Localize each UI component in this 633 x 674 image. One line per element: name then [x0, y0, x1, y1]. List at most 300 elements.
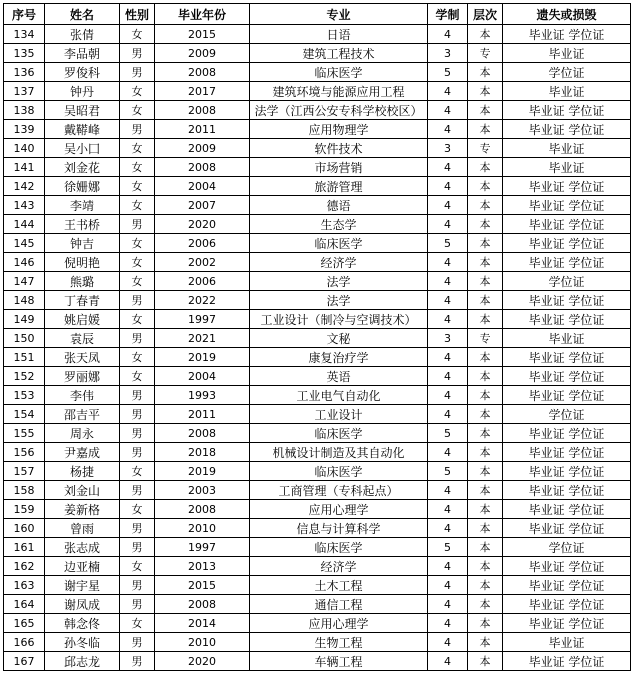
level-cell: 本	[468, 63, 503, 82]
lost-or-damaged-cell: 毕业证 学位证	[503, 386, 631, 405]
major-cell: 临床医学	[250, 462, 428, 481]
graduation-year-cell: 2018	[155, 443, 250, 462]
major-cell: 临床医学	[250, 234, 428, 253]
major-cell: 信息与计算科学	[250, 519, 428, 538]
table-row	[4, 557, 631, 576]
table-row	[4, 652, 631, 671]
level-cell: 本	[468, 25, 503, 44]
serial-number-cell: 136	[4, 63, 45, 82]
gender-cell: 男	[120, 652, 155, 671]
gender-cell: 女	[120, 158, 155, 177]
graduation-year-cell: 2021	[155, 329, 250, 348]
graduation-year-cell: 2022	[155, 291, 250, 310]
level-cell: 本	[468, 576, 503, 595]
major-cell: 临床医学	[250, 424, 428, 443]
program-length-cell: 4	[428, 120, 468, 139]
serial-number-cell: 150	[4, 329, 45, 348]
gender-cell: 女	[120, 462, 155, 481]
major-cell: 工业设计	[250, 405, 428, 424]
lost-or-damaged-cell: 毕业证 学位证	[503, 101, 631, 120]
level-cell: 本	[468, 215, 503, 234]
graduation-year-cell: 2010	[155, 633, 250, 652]
serial-number-cell: 152	[4, 367, 45, 386]
program-length-cell: 4	[428, 367, 468, 386]
major-cell: 工商管理（专科起点）	[250, 481, 428, 500]
table-row	[4, 481, 631, 500]
table-row	[4, 44, 631, 63]
level-cell: 本	[468, 291, 503, 310]
program-length-cell: 4	[428, 652, 468, 671]
program-length-cell: 4	[428, 158, 468, 177]
graduation-year-cell: 2019	[155, 348, 250, 367]
name-cell: 罗俊科	[45, 63, 120, 82]
major-cell: 通信工程	[250, 595, 428, 614]
gender-cell: 女	[120, 25, 155, 44]
major-cell: 临床医学	[250, 538, 428, 557]
lost-or-damaged-cell: 毕业证	[503, 158, 631, 177]
graduation-year-cell: 1997	[155, 538, 250, 557]
lost-or-damaged-cell: 毕业证 学位证	[503, 595, 631, 614]
name-cell: 张志成	[45, 538, 120, 557]
level-cell: 本	[468, 234, 503, 253]
program-length-cell: 4	[428, 25, 468, 44]
lost-certificates-table	[3, 3, 631, 671]
name-cell: 姚启媛	[45, 310, 120, 329]
serial-number-cell: 135	[4, 44, 45, 63]
serial-number-cell: 146	[4, 253, 45, 272]
lost-or-damaged-cell: 毕业证 学位证	[503, 120, 631, 139]
name-cell: 吴昭君	[45, 101, 120, 120]
major-cell: 英语	[250, 367, 428, 386]
table-row	[4, 595, 631, 614]
gender-cell: 女	[120, 177, 155, 196]
major-cell: 康复治疗学	[250, 348, 428, 367]
gender-cell: 女	[120, 310, 155, 329]
graduation-year-cell: 1993	[155, 386, 250, 405]
gender-cell: 男	[120, 481, 155, 500]
program-length-cell: 4	[428, 595, 468, 614]
lost-or-damaged-cell: 毕业证 学位证	[503, 519, 631, 538]
program-length-cell: 4	[428, 614, 468, 633]
lost-or-damaged-cell: 毕业证 学位证	[503, 614, 631, 633]
major-cell: 工业设计（制冷与空调技术）	[250, 310, 428, 329]
name-cell: 孙冬临	[45, 633, 120, 652]
lost-or-damaged-cell: 毕业证 学位证	[503, 557, 631, 576]
graduation-year-cell: 2015	[155, 25, 250, 44]
lost-or-damaged-cell: 毕业证 学位证	[503, 215, 631, 234]
name-cell: 丁春青	[45, 291, 120, 310]
table-row	[4, 500, 631, 519]
lost-or-damaged-cell: 学位证	[503, 405, 631, 424]
level-cell: 本	[468, 120, 503, 139]
lost-or-damaged-cell: 毕业证 学位证	[503, 234, 631, 253]
lost-or-damaged-cell: 毕业证 学位证	[503, 25, 631, 44]
program-length-cell: 4	[428, 272, 468, 291]
gender-cell: 男	[120, 595, 155, 614]
level-cell: 本	[468, 557, 503, 576]
program-length-cell: 4	[428, 196, 468, 215]
graduation-year-cell: 2014	[155, 614, 250, 633]
serial-number-cell: 159	[4, 500, 45, 519]
serial-number-cell: 163	[4, 576, 45, 595]
table-body	[4, 25, 631, 671]
serial-number-cell: 144	[4, 215, 45, 234]
program-length-cell: 4	[428, 82, 468, 101]
gender-cell: 女	[120, 614, 155, 633]
program-length-cell: 4	[428, 500, 468, 519]
table-row	[4, 462, 631, 481]
name-cell: 袁辰	[45, 329, 120, 348]
serial-number-cell: 158	[4, 481, 45, 500]
graduation-year-cell: 2017	[155, 82, 250, 101]
major-cell: 生物工程	[250, 633, 428, 652]
lost-or-damaged-cell: 毕业证	[503, 82, 631, 101]
level-cell: 本	[468, 101, 503, 120]
name-cell: 吴小囗	[45, 139, 120, 158]
graduation-year-cell: 2009	[155, 44, 250, 63]
level-cell: 本	[468, 367, 503, 386]
name-cell: 谢宇星	[45, 576, 120, 595]
level-cell: 本	[468, 82, 503, 101]
level-cell: 本	[468, 196, 503, 215]
graduation-year-cell: 2010	[155, 519, 250, 538]
major-cell: 日语	[250, 25, 428, 44]
lost-or-damaged-cell: 学位证	[503, 272, 631, 291]
serial-number-cell: 157	[4, 462, 45, 481]
program-length-cell: 5	[428, 234, 468, 253]
graduation-year-cell: 2008	[155, 101, 250, 120]
program-length-cell: 4	[428, 443, 468, 462]
graduation-year-cell: 2019	[155, 462, 250, 481]
gender-cell: 女	[120, 557, 155, 576]
major-cell: 车辆工程	[250, 652, 428, 671]
table-row	[4, 139, 631, 158]
gender-cell: 男	[120, 63, 155, 82]
name-cell: 周永	[45, 424, 120, 443]
header-major: 专业	[250, 4, 428, 25]
program-length-cell: 4	[428, 386, 468, 405]
gender-cell: 女	[120, 367, 155, 386]
gender-cell: 男	[120, 576, 155, 595]
gender-cell: 男	[120, 44, 155, 63]
level-cell: 本	[468, 595, 503, 614]
major-cell: 市场营销	[250, 158, 428, 177]
serial-number-cell: 148	[4, 291, 45, 310]
name-cell: 钟吉	[45, 234, 120, 253]
header-gender: 性别	[120, 4, 155, 25]
gender-cell: 男	[120, 405, 155, 424]
program-length-cell: 4	[428, 101, 468, 120]
table-row	[4, 348, 631, 367]
header-graduation-year: 毕业年份	[155, 4, 250, 25]
major-cell: 应用心理学	[250, 500, 428, 519]
major-cell: 法学（江西公安专科学校校区）	[250, 101, 428, 120]
major-cell: 文秘	[250, 329, 428, 348]
serial-number-cell: 161	[4, 538, 45, 557]
graduation-year-cell: 2004	[155, 177, 250, 196]
level-cell: 本	[468, 310, 503, 329]
level-cell: 专	[468, 329, 503, 348]
graduation-year-cell: 1997	[155, 310, 250, 329]
name-cell: 李品朝	[45, 44, 120, 63]
name-cell: 韩念佟	[45, 614, 120, 633]
table-row	[4, 120, 631, 139]
table-header	[4, 4, 631, 25]
table-row	[4, 367, 631, 386]
major-cell: 应用心理学	[250, 614, 428, 633]
gender-cell: 女	[120, 101, 155, 120]
program-length-cell: 5	[428, 63, 468, 82]
name-cell: 李靖	[45, 196, 120, 215]
level-cell: 本	[468, 519, 503, 538]
gender-cell: 男	[120, 424, 155, 443]
program-length-cell: 5	[428, 462, 468, 481]
table-row	[4, 234, 631, 253]
program-length-cell: 4	[428, 519, 468, 538]
header-level: 层次	[468, 4, 503, 25]
lost-or-damaged-cell: 毕业证 学位证	[503, 348, 631, 367]
graduation-year-cell: 2008	[155, 500, 250, 519]
serial-number-cell: 151	[4, 348, 45, 367]
table-row	[4, 538, 631, 557]
major-cell: 机械设计制造及其自动化	[250, 443, 428, 462]
level-cell: 本	[468, 462, 503, 481]
gender-cell: 男	[120, 519, 155, 538]
lost-or-damaged-cell: 毕业证	[503, 44, 631, 63]
level-cell: 本	[468, 177, 503, 196]
table-row	[4, 177, 631, 196]
lost-or-damaged-cell: 毕业证	[503, 633, 631, 652]
level-cell: 本	[468, 538, 503, 557]
gender-cell: 男	[120, 215, 155, 234]
header-program-length: 学制	[428, 4, 468, 25]
serial-number-cell: 145	[4, 234, 45, 253]
serial-number-cell: 165	[4, 614, 45, 633]
table-row	[4, 82, 631, 101]
table-row	[4, 253, 631, 272]
major-cell: 经济学	[250, 253, 428, 272]
table-row	[4, 519, 631, 538]
name-cell: 曾雨	[45, 519, 120, 538]
level-cell: 本	[468, 424, 503, 443]
program-length-cell: 4	[428, 557, 468, 576]
graduation-year-cell: 2020	[155, 652, 250, 671]
header-lost-or-damaged: 遗失或损毁	[503, 4, 631, 25]
graduation-year-cell: 2004	[155, 367, 250, 386]
table-row	[4, 63, 631, 82]
gender-cell: 男	[120, 538, 155, 557]
table-row	[4, 215, 631, 234]
graduation-year-cell: 2015	[155, 576, 250, 595]
program-length-cell: 4	[428, 253, 468, 272]
level-cell: 本	[468, 158, 503, 177]
name-cell: 徐姗娜	[45, 177, 120, 196]
graduation-year-cell: 2009	[155, 139, 250, 158]
level-cell: 本	[468, 633, 503, 652]
graduation-year-cell: 2013	[155, 557, 250, 576]
graduation-year-cell: 2011	[155, 120, 250, 139]
program-length-cell: 4	[428, 177, 468, 196]
name-cell: 王书桥	[45, 215, 120, 234]
serial-number-cell: 143	[4, 196, 45, 215]
name-cell: 刘金山	[45, 481, 120, 500]
level-cell: 本	[468, 272, 503, 291]
level-cell: 本	[468, 386, 503, 405]
serial-number-cell: 142	[4, 177, 45, 196]
lost-or-damaged-cell: 毕业证 学位证	[503, 652, 631, 671]
table-row	[4, 196, 631, 215]
major-cell: 应用物理学	[250, 120, 428, 139]
graduation-year-cell: 2006	[155, 234, 250, 253]
table-row	[4, 405, 631, 424]
table-row	[4, 272, 631, 291]
name-cell: 边亚楠	[45, 557, 120, 576]
table-row	[4, 158, 631, 177]
graduation-year-cell: 2008	[155, 595, 250, 614]
gender-cell: 女	[120, 82, 155, 101]
lost-or-damaged-cell: 学位证	[503, 538, 631, 557]
major-cell: 土木工程	[250, 576, 428, 595]
name-cell: 谢凤成	[45, 595, 120, 614]
graduation-year-cell: 2007	[155, 196, 250, 215]
level-cell: 本	[468, 405, 503, 424]
level-cell: 本	[468, 614, 503, 633]
gender-cell: 男	[120, 443, 155, 462]
gender-cell: 男	[120, 120, 155, 139]
lost-or-damaged-cell: 毕业证 学位证	[503, 500, 631, 519]
table-row	[4, 291, 631, 310]
lost-or-damaged-cell: 毕业证 学位证	[503, 253, 631, 272]
table-row	[4, 633, 631, 652]
program-length-cell: 3	[428, 44, 468, 63]
lost-or-damaged-cell: 毕业证 学位证	[503, 443, 631, 462]
serial-number-cell: 137	[4, 82, 45, 101]
name-cell: 张天凤	[45, 348, 120, 367]
serial-number-cell: 162	[4, 557, 45, 576]
name-cell: 邱志龙	[45, 652, 120, 671]
lost-or-damaged-cell: 毕业证 学位证	[503, 177, 631, 196]
serial-number-cell: 155	[4, 424, 45, 443]
table-row	[4, 101, 631, 120]
name-cell: 尹嘉成	[45, 443, 120, 462]
program-length-cell: 4	[428, 576, 468, 595]
lost-or-damaged-cell: 毕业证 学位证	[503, 291, 631, 310]
serial-number-cell: 139	[4, 120, 45, 139]
serial-number-cell: 166	[4, 633, 45, 652]
serial-number-cell: 141	[4, 158, 45, 177]
serial-number-cell: 160	[4, 519, 45, 538]
name-cell: 杨捷	[45, 462, 120, 481]
major-cell: 临床医学	[250, 63, 428, 82]
major-cell: 法学	[250, 291, 428, 310]
major-cell: 旅游管理	[250, 177, 428, 196]
program-length-cell: 4	[428, 215, 468, 234]
lost-or-damaged-cell: 毕业证 学位证	[503, 310, 631, 329]
header-name: 姓名	[45, 4, 120, 25]
lost-or-damaged-cell: 毕业证	[503, 329, 631, 348]
program-length-cell: 4	[428, 310, 468, 329]
level-cell: 本	[468, 443, 503, 462]
gender-cell: 女	[120, 196, 155, 215]
level-cell: 本	[468, 348, 503, 367]
name-cell: 刘金花	[45, 158, 120, 177]
gender-cell: 女	[120, 272, 155, 291]
level-cell: 本	[468, 481, 503, 500]
lost-or-damaged-cell: 学位证	[503, 63, 631, 82]
major-cell: 德语	[250, 196, 428, 215]
name-cell: 张倩	[45, 25, 120, 44]
graduation-year-cell: 2011	[155, 405, 250, 424]
gender-cell: 男	[120, 386, 155, 405]
program-length-cell: 5	[428, 538, 468, 557]
name-cell: 钟丹	[45, 82, 120, 101]
major-cell: 生态学	[250, 215, 428, 234]
major-cell: 建筑工程技术	[250, 44, 428, 63]
major-cell: 建筑环境与能源应用工程	[250, 82, 428, 101]
name-cell: 李伟	[45, 386, 120, 405]
graduation-year-cell: 2002	[155, 253, 250, 272]
table-row	[4, 424, 631, 443]
graduation-year-cell: 2003	[155, 481, 250, 500]
serial-number-cell: 153	[4, 386, 45, 405]
lost-or-damaged-cell: 毕业证 学位证	[503, 424, 631, 443]
name-cell: 姜新格	[45, 500, 120, 519]
level-cell: 本	[468, 500, 503, 519]
name-cell: 邵吉平	[45, 405, 120, 424]
serial-number-cell: 154	[4, 405, 45, 424]
graduation-year-cell: 2020	[155, 215, 250, 234]
gender-cell: 女	[120, 234, 155, 253]
major-cell: 工业电气自动化	[250, 386, 428, 405]
major-cell: 经济学	[250, 557, 428, 576]
program-length-cell: 4	[428, 348, 468, 367]
gender-cell: 男	[120, 633, 155, 652]
graduation-year-cell: 2008	[155, 424, 250, 443]
table-row	[4, 386, 631, 405]
serial-number-cell: 167	[4, 652, 45, 671]
program-length-cell: 4	[428, 633, 468, 652]
gender-cell: 女	[120, 253, 155, 272]
lost-or-damaged-cell: 毕业证 学位证	[503, 462, 631, 481]
serial-number-cell: 147	[4, 272, 45, 291]
program-length-cell: 5	[428, 424, 468, 443]
serial-number-cell: 134	[4, 25, 45, 44]
gender-cell: 女	[120, 348, 155, 367]
gender-cell: 男	[120, 329, 155, 348]
table-row	[4, 329, 631, 348]
name-cell: 罗丽娜	[45, 367, 120, 386]
level-cell: 专	[468, 44, 503, 63]
name-cell: 熊璐	[45, 272, 120, 291]
major-cell: 软件技术	[250, 139, 428, 158]
gender-cell: 男	[120, 291, 155, 310]
table-row	[4, 443, 631, 462]
lost-or-damaged-cell: 毕业证 学位证	[503, 196, 631, 215]
program-length-cell: 3	[428, 139, 468, 158]
table-row	[4, 25, 631, 44]
program-length-cell: 4	[428, 405, 468, 424]
lost-or-damaged-cell: 毕业证 学位证	[503, 481, 631, 500]
gender-cell: 女	[120, 500, 155, 519]
header-row	[4, 4, 631, 25]
level-cell: 本	[468, 253, 503, 272]
serial-number-cell: 140	[4, 139, 45, 158]
graduation-year-cell: 2008	[155, 63, 250, 82]
program-length-cell: 4	[428, 481, 468, 500]
name-cell: 戴鞯峰	[45, 120, 120, 139]
lost-or-damaged-cell: 毕业证	[503, 139, 631, 158]
table-row	[4, 310, 631, 329]
